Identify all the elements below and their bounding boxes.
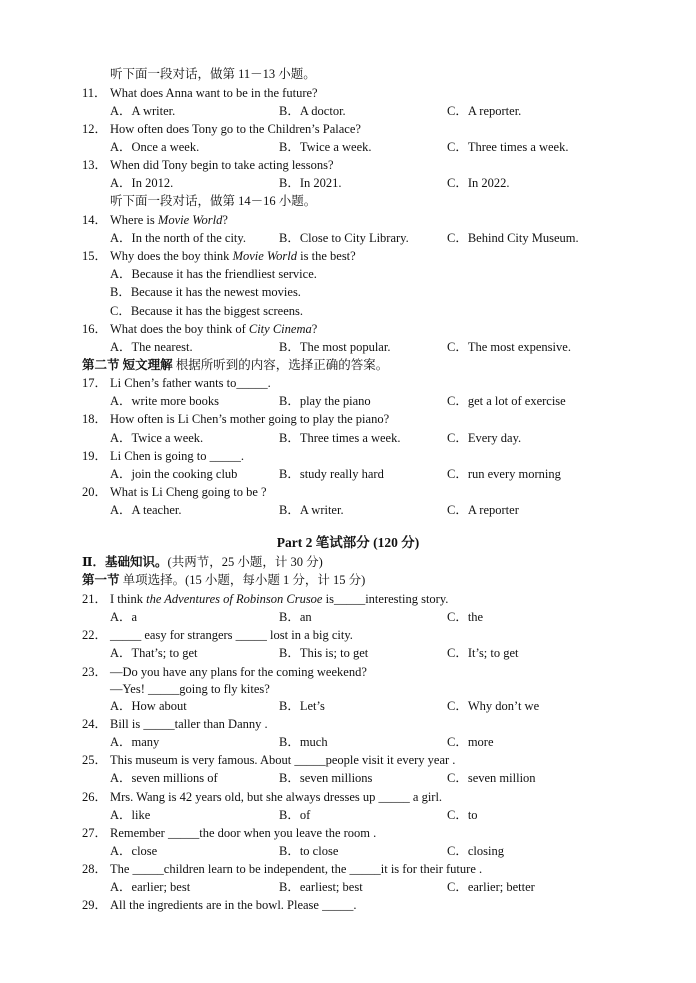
option-a: A．earlier; best [110,880,191,894]
question-number: 16． [82,322,108,336]
question-number: 29． [82,898,108,912]
question-text: Bill is _____taller than Danny . [110,717,268,731]
option-a: A．many [110,735,160,749]
options-11 [0,103,696,119]
question-text: Why does the boy think Movie World is the best? [110,249,356,263]
section-title: 第二节 短文理解 [82,358,173,372]
option-c: C．It’s; to get [447,646,519,660]
question-text: All the ingredients are in the bowl. Please _____. [110,898,357,912]
question-13 [0,157,696,173]
subsection-desc: 单项选择。(15 小题，每小题 1 分，计 15 分) [119,573,366,587]
option-a: A．A writer. [110,104,176,118]
options-17 [0,393,696,409]
question-20 [0,484,696,500]
question-28 [0,861,696,877]
option-c: C．The most expensive. [447,340,571,354]
option-b: B．In 2021. [279,176,342,190]
question-19 [0,448,696,464]
question-number: 18． [82,412,108,426]
option-a: A．In the north of the city. [110,231,246,245]
question-number: 14． [82,213,108,227]
option-c: C．earlier; better [447,880,535,894]
option-b: B．The most popular. [279,340,391,354]
options-19 [0,466,696,482]
question-text: Remember _____the door when you leave the room . [110,826,377,840]
option-b: B．an [279,610,312,624]
question-number: 22． [82,628,108,642]
question-text: What is Li Cheng going to be ? [110,485,267,499]
question-text-2: —Yes! _____going to fly kites? [110,682,270,696]
question-16 [0,321,696,337]
question-14 [0,212,696,228]
option-c: C．closing [447,844,504,858]
option-b: B．much [279,735,328,749]
options-21 [0,609,696,625]
option-b: B．Three times a week. [279,431,401,445]
question-number: 21． [82,592,108,606]
question-15 [0,248,696,264]
section-intro: 听下面一段对话，做第 14－16 小题。 [110,194,317,208]
option-b: B．seven millions [279,771,373,785]
question-number: 23． [82,665,108,679]
option-b: B．A doctor. [279,104,346,118]
part-title: Part 2 笔试部分 (120 分) [276,535,420,550]
option-c: C．more [447,735,494,749]
option-a: A．Once a week. [110,140,200,154]
option-b: B．to close [279,844,339,858]
option-b: B．study really hard [279,467,384,481]
options-13 [0,175,696,191]
question-text: Where is Movie World? [110,213,228,227]
option-a: A．Twice a week. [110,431,204,445]
option-b: B．Because it has the newest movies. [110,285,301,299]
option-a: A．like [110,808,151,822]
option-b: B．A writer. [279,503,344,517]
section-intro: 听下面一段对话，做第 11－13 小题。 [110,67,316,81]
question-11 [0,85,696,101]
question-23 [0,664,696,680]
option-c: C．seven million [447,771,536,785]
question-text: What does the boy think of City Cinema? [110,322,318,336]
question-text: I think the Adventures of Robinson Crusoe is_____interesting story. [110,592,449,606]
options-25 [0,770,696,786]
option-b: B．Twice a week. [279,140,372,154]
option-b: B．earliest; best [279,880,363,894]
options-16 [0,339,696,355]
question-text: Mrs. Wang is 42 years old, but she always dresses up _____ a girl. [110,790,443,804]
option-c: C．Every day. [447,431,522,445]
question-text: How often is Li Chen’s mother going to play the piano? [110,412,390,426]
question-text: This museum is very famous. About _____people visit it every year . [110,753,456,767]
options-18 [0,430,696,446]
option-c: C．A reporter. [447,104,522,118]
section-heading [82,357,388,373]
question-27 [0,825,696,841]
option-b: B．Close to City Library. [279,231,409,245]
option-a: A．join the cooking club [110,467,238,481]
option-c: C．get a lot of exercise [447,394,566,408]
option-c: C．run every morning [447,467,561,481]
question-number: 13． [82,158,108,172]
option-a: A．write more books [110,394,220,408]
question-number: 25． [82,753,108,767]
question-18 [0,411,696,427]
question-number: 28． [82,862,108,876]
option-a: A．That’s; to get [110,646,198,660]
section-desc: (共两节，25 小题，计 30 分) [167,555,323,569]
option-a: A．How about [110,699,187,713]
options-23 [0,698,696,714]
question-text: What does Anna want to be in the future? [110,86,318,100]
question-text: The _____children learn to be independent, the _____it is for their future . [110,862,483,876]
option-c: C．Three times a week. [447,140,569,154]
section-heading [82,554,323,570]
question-number: 20． [82,485,108,499]
option-c: C．Behind City Museum. [447,231,579,245]
option-c: C．the [447,610,484,624]
question-29 [0,897,696,913]
options-28 [0,879,696,895]
question-24 [0,716,696,732]
option-c: C．Why don’t we [447,699,540,713]
option-b: B．play the piano [279,394,371,408]
section-desc: 根据所听到的内容，选择正确的答案。 [172,358,389,372]
options-22 [0,645,696,661]
question-number: 27． [82,826,108,840]
option-c: C．A reporter [447,503,519,517]
question-text: Li Chen’s father wants to_____. [110,376,271,390]
question-text: When did Tony begin to take acting lessons? [110,158,334,172]
option-c: C．to [447,808,478,822]
question-26 [0,789,696,805]
options-24 [0,734,696,750]
option-a: A．A teacher. [110,503,182,517]
option-b: B．This is; to get [279,646,369,660]
question-number: 26． [82,790,108,804]
options-20 [0,502,696,518]
question-text: Li Chen is going to _____. [110,449,245,463]
options-12 [0,139,696,155]
options-14 [0,230,696,246]
question-21 [0,591,696,607]
question-12 [0,121,696,137]
question-number: 24． [82,717,108,731]
options-27 [0,843,696,859]
subsection-heading [82,572,365,588]
options-26 [0,807,696,823]
option-a: A．In 2012. [110,176,174,190]
question-number: 17． [82,376,108,390]
question-number: 19． [82,449,108,463]
question-22 [0,627,696,643]
question-text: _____ easy for strangers _____ lost in a big city. [110,628,353,642]
question-25 [0,752,696,768]
option-a: A．close [110,844,158,858]
question-17 [0,375,696,391]
question-number: 11． [82,86,107,100]
question-text: How often does Tony go to the Children’s Palace? [110,122,361,136]
question-number: 12． [82,122,108,136]
option-a: A．seven millions of [110,771,218,785]
question-text: —Do you have any plans for the coming weekend? [110,665,367,679]
option-c: C．In 2022. [447,176,510,190]
option-b: B．of [279,808,311,822]
option-c: C．Because it has the biggest screens. [110,304,304,318]
question-number: 15． [82,249,108,263]
option-b: B．Let’s [279,699,325,713]
subsection-title: 第一节 [82,573,120,587]
option-a: A．The nearest. [110,340,193,354]
option-a: A．a [110,610,138,624]
section-title: Ⅱ．基础知识。 [82,555,168,569]
option-a: A．Because it has the friendliest service. [110,267,317,281]
